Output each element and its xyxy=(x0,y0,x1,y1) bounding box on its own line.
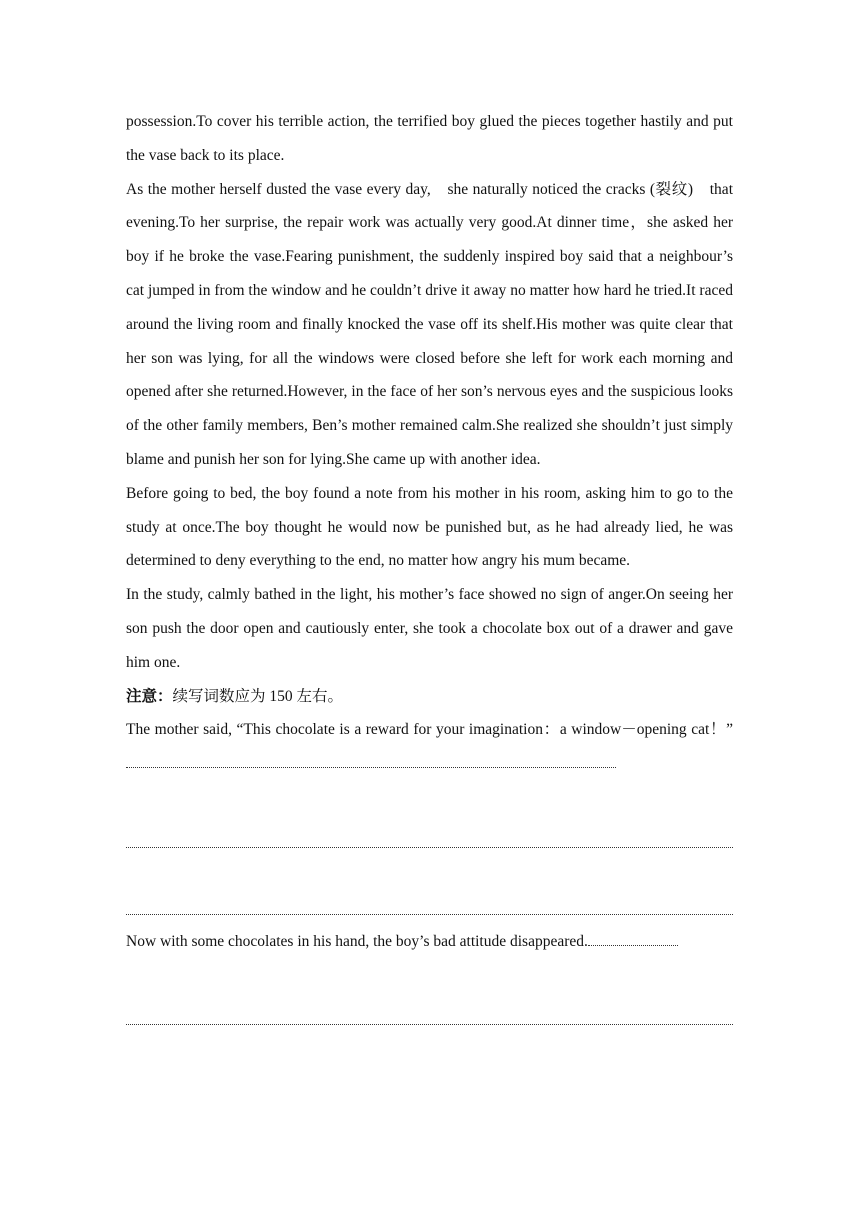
prompt-2-text: Now with some chocolates in his hand, the boy’s bad attitude disappeared. xyxy=(126,932,588,950)
document-page xyxy=(126,105,733,1025)
answer-line-2[interactable] xyxy=(126,846,733,848)
note-label: 注意： xyxy=(126,687,173,705)
story-paragraph-3: Before going to bed, the boy found a note from his mother in his room, asking him to go to the study at once.The boy thought he would now be punished but, as he had already lied, he was determined to deny everything to the end, no matter how angry his mum became. xyxy=(126,484,733,570)
prompt-1-text: The mother said, “This chocolate is a reward for your imagination：a window－opening cat！” xyxy=(126,721,733,739)
story-paragraph-4: In the study, calmly bathed in the light, his mother’s face showed no sign of anger.On seeing her son push the door open and cautiously enter, she took a chocolate box out of a drawer and gave him one. xyxy=(126,586,733,671)
answer-line-4-inline[interactable] xyxy=(588,931,678,946)
answer-line-5[interactable] xyxy=(126,1023,733,1025)
answer-line-3[interactable] xyxy=(126,913,733,915)
continuation-prompt-2 xyxy=(126,925,733,959)
note-text: 续写词数应为 150 左右。 xyxy=(172,687,344,705)
story-paragraph-1: possession.To cover his terrible action, the terrified boy glued the pieces together hastily and put the vase back to its place. xyxy=(126,113,733,164)
answer-line-1-inline[interactable] xyxy=(126,753,616,768)
story-paragraph-2: As the mother herself dusted the vase every day, she naturally noticed the cracks (裂纹) that evening.To her surprise, the repair work was actually very good.At dinner time，she asked her boy if he broke the vase.Fearing punishment, the suddenly inspired boy said that a neighbour’s cat jumped in from the window and he couldn’t drive it away no matter how hard he tried.It raced around the living room and finally knocked the vase off its shelf.His mother was quite clear that her son was lying, for all the windows were closed before she left for work each morning and opened after she returned.However, in the face of her son’s nervous eyes and the suspicious looks of the other family members, Ben’s mother remained calm.She realized she shouldn’t just simply blame and punish her son for lying.She came up with another idea. xyxy=(126,180,733,468)
word-count-note xyxy=(126,680,733,714)
continuation-prompt-1 xyxy=(126,713,733,781)
